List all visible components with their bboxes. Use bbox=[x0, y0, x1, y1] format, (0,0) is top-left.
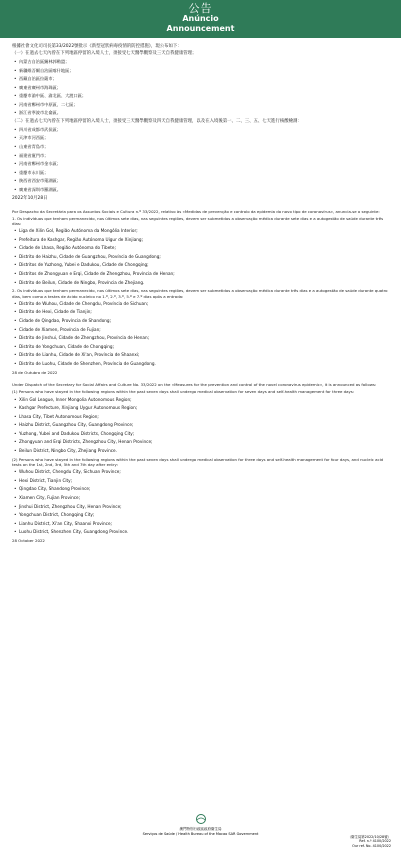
list-item: • 山東省青島市； bbox=[12, 144, 389, 150]
issuer-name-translated: Serviços de Saúde / Health Bureau of the Macao SAR Government bbox=[142, 832, 259, 836]
list-item: • Distrito de Wuhou, Cidade de Chengdu, Província de Sichuan; bbox=[12, 301, 389, 307]
en-list-1 bbox=[12, 397, 389, 454]
en-intro: Under Dispatch of the Secretary for Social Affairs and Culture No. 33/2022 on the «Measures for the prevention and control of the novel coronavirus epidemic», it is announced as follows: bbox=[12, 382, 377, 388]
announcement-body bbox=[12, 44, 389, 545]
list-item: • 浙江省寧波市北侖區。 bbox=[12, 110, 389, 116]
list-item: • Distrito de Beilun, Cidade de Ningbo, Província de Zhejiang. bbox=[12, 280, 389, 286]
list-item: • 廣東省廣州市海珠區； bbox=[12, 85, 389, 91]
en-paragraph-1: (1) Persons who have stayed in the following regions within the past seven days shall undergo medical observation for seven days and self-health management for three days: bbox=[12, 389, 355, 395]
list-item: • Cidade de Xiamen, Província de Fujian; bbox=[12, 327, 389, 333]
en-date: 28 October 2022 bbox=[12, 538, 45, 543]
list-item: • Haizhu District, Guangzhou City, Guangdong Province; bbox=[12, 422, 389, 428]
cn-paragraph-1: （一）在過去七天內曾在下列地區停留的入境人士，須接受七天醫學觀察及三天自我健康管理； bbox=[12, 51, 197, 57]
cn-date: 2022年10月28日 bbox=[12, 195, 48, 201]
list-item: • 重慶市永川區； bbox=[12, 170, 389, 176]
list-item: • Beilun District, Ningbo City, Zhejiang Province. bbox=[12, 448, 389, 454]
list-item: • 四川省成都市武侯區； bbox=[12, 127, 389, 133]
title-portuguese: Anúncio bbox=[182, 14, 219, 23]
list-item: • Distritos de Zhongyuan e Erqi, Cidade de Zhengzhou, Província de Henan; bbox=[12, 271, 389, 277]
list-item: • Hexi District, Tianjin City; bbox=[12, 478, 389, 484]
list-item: • Wuhou District, Chengdu City, Sichuan Province; bbox=[12, 469, 389, 475]
list-item: • 廣東省深圳市羅湖區。 bbox=[12, 187, 389, 193]
reference-line-1: （衛生局第2022/10/28號） bbox=[347, 834, 391, 839]
cn-list-2 bbox=[12, 127, 389, 193]
list-item: • Luohu District, Shenzhen City, Guangdong Province. bbox=[12, 529, 389, 535]
emblem-icon bbox=[193, 813, 209, 825]
announcement-header bbox=[0, 0, 401, 38]
list-item: • Lhasa City, Tibet Autonomous Region; bbox=[12, 414, 389, 420]
pt-list-1 bbox=[12, 228, 389, 285]
list-item: • Distrito de Hexi, Cidade de Tianjin; bbox=[12, 309, 389, 315]
title-english: Announcement bbox=[166, 24, 235, 33]
list-item: • Qingdao City, Shandong Province; bbox=[12, 486, 389, 492]
pt-intro: Por Despacho da Secretária para os Assuntos Sociais e Cultura n.º 33/2022, relativo às «Medidas de prevenção e controlo da epidemia do novo tipo de coronavírus», anuncia-se o seguinte: bbox=[12, 208, 380, 214]
pt-paragraph-1: 1. Os indivíduos que tenham permanecido, nos últimos sete dias, nas seguintes regiões, devem ser submetidos a observação médica durante sete dias e a autogestão de saúde durante três dias: bbox=[12, 215, 384, 226]
list-item: • 西藏自治區拉薩市； bbox=[12, 76, 389, 82]
cn-list-1 bbox=[12, 59, 389, 116]
pt-paragraph-2: 2. Os indivíduos que tenham permanecido, nos últimos sete dias, nas seguintes regiões, devem ser submetidos a observação médica durante três dias e a autogestão de saúde durante quatro dias, bem como a testes de ácido nucleico no 1.º, 2.º, 3.º, 5.º e 7.º dias após a entrada: bbox=[12, 288, 388, 299]
list-item: • Distrito de Luohu, Cidade de Shenzhen, Província de Guangdong. bbox=[12, 361, 389, 367]
list-item: • Distrito de Haizhu, Cidade de Guangzhou, Província de Guangdong; bbox=[12, 254, 389, 260]
list-item: • 陝西省西安市蓮湖區； bbox=[12, 178, 389, 184]
list-item: • Xilin Gol League, Inner Mongolia Autonomous Region; bbox=[12, 397, 389, 403]
list-item: • Distrito de Jinshui, Cidade de Zhengzhou, Província de Henan; bbox=[12, 335, 389, 341]
pt-list-2 bbox=[12, 301, 389, 367]
list-item: • Distrito de Yongchuan, Cidade de Chongqing; bbox=[12, 344, 389, 350]
reference-line-3: Our ref. No. 4100/2022 bbox=[352, 843, 391, 848]
title-chinese: 公告 bbox=[188, 2, 213, 15]
list-item: • 福建省廈門市； bbox=[12, 153, 389, 159]
list-item: • 重慶市渝中區、渝北區、大渡口區； bbox=[12, 93, 389, 99]
list-item: • 河南省鄭州市中原區、二七區； bbox=[12, 102, 389, 108]
list-item: • Distrito de Lianhu, Cidade de Xi'an, Província de Shaanxi; bbox=[12, 352, 389, 358]
list-item: • Cidade de Qingdao, Província de Shandong; bbox=[12, 318, 389, 324]
list-item: • 內蒙古自治區錫林郭勒盟； bbox=[12, 59, 389, 65]
list-item: • Lianhu District, Xi'an City, Shaanxi Province; bbox=[12, 521, 389, 527]
list-item: • 河南省鄭州市金水區； bbox=[12, 161, 389, 167]
list-item: • Distritos de Yuzhong, Yubei e Dadukou, Cidade de Chongqing; bbox=[12, 262, 389, 268]
list-item: • Yongchuan District, Chongqing City; bbox=[12, 512, 389, 518]
list-item: • Jinshui District, Zhengzhou City, Henan Province; bbox=[12, 504, 389, 510]
en-list-2 bbox=[12, 469, 389, 535]
list-item: • Yuzhong, Yubei and Dadukou Districts, Chongqing City; bbox=[12, 431, 389, 437]
cn-paragraph-2: （二）在過去七天內曾在下列地區停留的入境人士，須接受三天醫學觀察及四天自我健康管理，以及在入境後第一、二、三、五、七天進行核酸檢測： bbox=[12, 119, 302, 125]
list-item: • Xiamen City, Fujian Province; bbox=[12, 495, 389, 501]
list-item: • Kashgar Prefecture, Xinjiang Uygur Autonomous Region; bbox=[12, 405, 389, 411]
en-paragraph-2: (2) Persons who have stayed in the following regions within the past seven days shall undergo medical observation for three days and self-health management for four days, and nucleic acid tests on the 1st, 2nd, 3rd, 5th and 7th day after entry: bbox=[12, 456, 384, 467]
list-item: • 天津市河西區； bbox=[12, 135, 389, 141]
list-item: • Cidade de Lhasa, Região Autónoma do Tibete; bbox=[12, 245, 389, 251]
issuer-name: 澳門特別行政區政府衛生局 bbox=[179, 827, 222, 831]
list-item: • 新疆維吾爾自治區喀什地區； bbox=[12, 68, 389, 74]
issuer-footer bbox=[0, 813, 401, 836]
cn-intro: 根據社會文化司司長第33/2022號批示《新型冠狀病毒疫情的防控措施》，現公布如下： bbox=[12, 44, 182, 49]
reference-block bbox=[348, 835, 391, 849]
list-item: • Prefeitura de Kashgar, Região Autónoma Uigur de Xinjiang; bbox=[12, 237, 389, 243]
pt-date: 28 de Outubro de 2022 bbox=[12, 369, 58, 375]
list-item: • Liga de Xilin Gol, Região Autónoma da Mongólia Interior; bbox=[12, 228, 389, 234]
list-item: • Zhongyuan and Erqi Districts, Zhengzhou City, Henan Province; bbox=[12, 439, 389, 445]
reference-line-2: Ref. n.º 4100/2022 bbox=[359, 839, 391, 843]
